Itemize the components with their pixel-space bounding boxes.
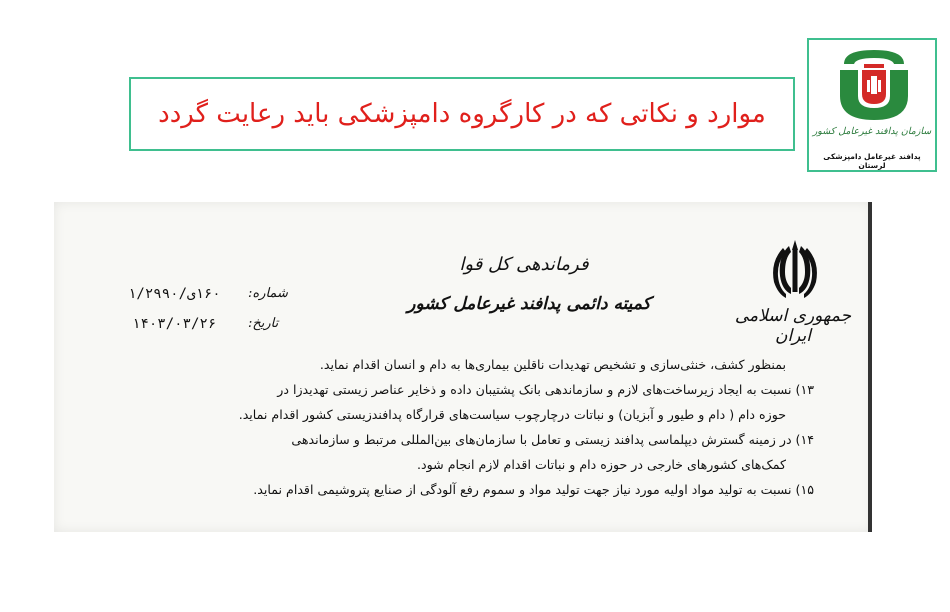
document-line: ۱۳) نسبت به ایجاد زیرساخت‌های لازم و سازماندهی بانک پشتیبان داده و ذخایر عناصر زیستی تهدیدزا در xyxy=(277,382,814,397)
document-line: کمک‌های کشورهای خارجی در حوزه دام و نباتات اقدام لازم انجام شود. xyxy=(417,457,786,472)
document-line: بمنظور کشف، خنثی‌سازی و تشخیص تهدیدات ناقلین بیماری‌ها به دام و انسان اقدام نماید. xyxy=(319,357,786,372)
committee-title: کمیته دائمی پدافند غیرعامل کشور xyxy=(407,294,651,314)
slide-title-box xyxy=(129,77,795,151)
document-line: ۱۴) در زمینه گسترش دیپلماسی پدافند زیستی و تعامل با سازمان‌های بین‌المللی مرتبط و سازماندهی xyxy=(291,432,814,447)
date-label: تاریخ: xyxy=(248,316,279,331)
logo-org-name: سازمان پدافند غیرعامل کشور xyxy=(812,126,932,137)
issuer-country: جمهوری اسلامی ایران xyxy=(734,306,852,346)
headquarters-title: فرماندهی کل قوا xyxy=(459,254,589,275)
slide-title: موارد و نکاتی که در کارگروه دامپزشکی باید رعایت گردد xyxy=(158,99,766,129)
document-line: ۱۵) نسبت به تولید مواد اولیه مورد نیاز جهت تولید مواد و سموم رفع آلودگی از صنایع پتروشیمی اقدام نماید. xyxy=(253,482,814,497)
number-label: شماره: xyxy=(248,286,288,301)
document-edge xyxy=(868,202,872,532)
iran-emblem-icon xyxy=(770,236,820,300)
passive-defense-emblem-icon xyxy=(834,46,914,124)
document-line: حوزه دام ( دام و طیور و آبزیان) و نباتات درچارچوب سیاست‌های قرارگاه پدافندزیستی کشور اقدام نماید. xyxy=(238,407,786,422)
number-value: ۱۶۰ی/۱/۲۹۹۰ xyxy=(128,286,221,302)
organization-logo xyxy=(807,38,937,172)
date-value: ۱۴۰۳/۰۳/۲۶ xyxy=(132,316,217,332)
scanned-document xyxy=(54,202,872,532)
logo-unit-name: پدافند غیرعامل دامپزشکی لرستان xyxy=(823,152,921,170)
document-body xyxy=(94,352,814,502)
